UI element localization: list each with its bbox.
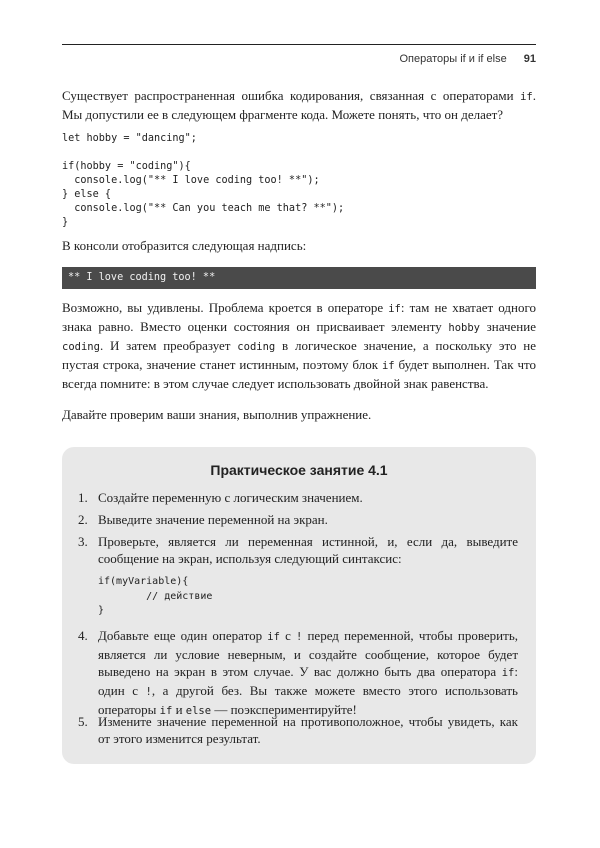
practice-item-4: 4. Добавьте еще один оператор if с ! перед переменной, чтобы проверить, является ли условие неверным, и создайте сообщение, которое будет выведено на экран в этом случае. У вас должно быть два оператора if: один с !, а другой без. Вы также можете вместо этого использовать операторы if и else — поэкспериментируйте!	[78, 628, 518, 717]
code-listing-hobby: let hobby = "dancing"; if(hobby = "coding"){ console.log("** I love coding too! **"); } else { console.log("** Can you teach me that? **"); }	[62, 133, 345, 228]
practice-item-5: 5. Измените значение переменной на противоположное, чтобы увидеть, как от этого изменится результат.	[78, 714, 518, 746]
practice-box	[62, 447, 536, 764]
chapter-title: Операторы if и if else	[399, 53, 507, 65]
console-intro-paragraph: В консоли отобразится следующая надпись:	[62, 238, 307, 253]
running-header	[62, 44, 536, 69]
practice-item-3: 3. Проверьте, является ли переменная истинной, и, если да, выведите сообщение на экран, используя следующий синтаксис:	[78, 534, 518, 566]
exercise-intro-paragraph: Давайте проверим ваши знания, выполнив упражнение.	[62, 407, 372, 422]
console-output: ** I love coding too! **	[62, 267, 536, 289]
explanation-paragraph: Возможно, вы удивлены. Проблема кроется в операторе if: там не хватает одного знака равно. Вместо оценки состояния он присваивает элементу hobby значение coding. И затем преобразует coding в логическое значение, а поскольку это не пустая строка, значение станет истинным, поэтому блок if будет выполнен. Так что всегда помните: в этом случае следует использовать двойной знак равенства.	[62, 300, 537, 391]
intro-paragraph: Существует распространенная ошибка кодирования, связанная с операторами if. Мы допустили ее в следующем фрагменте кода. Можете понять, что он делает?	[62, 88, 536, 122]
practice-item-2: 2. Выведите значение переменной на экран.	[78, 512, 328, 527]
page-number: 91	[523, 53, 536, 65]
practice-item-1: 1. Создайте переменную с логическим значением.	[78, 490, 363, 505]
practice-title: Практическое занятие 4.1	[210, 462, 388, 478]
practice-code-snippet: if(myVariable){ // действие }	[98, 576, 213, 616]
